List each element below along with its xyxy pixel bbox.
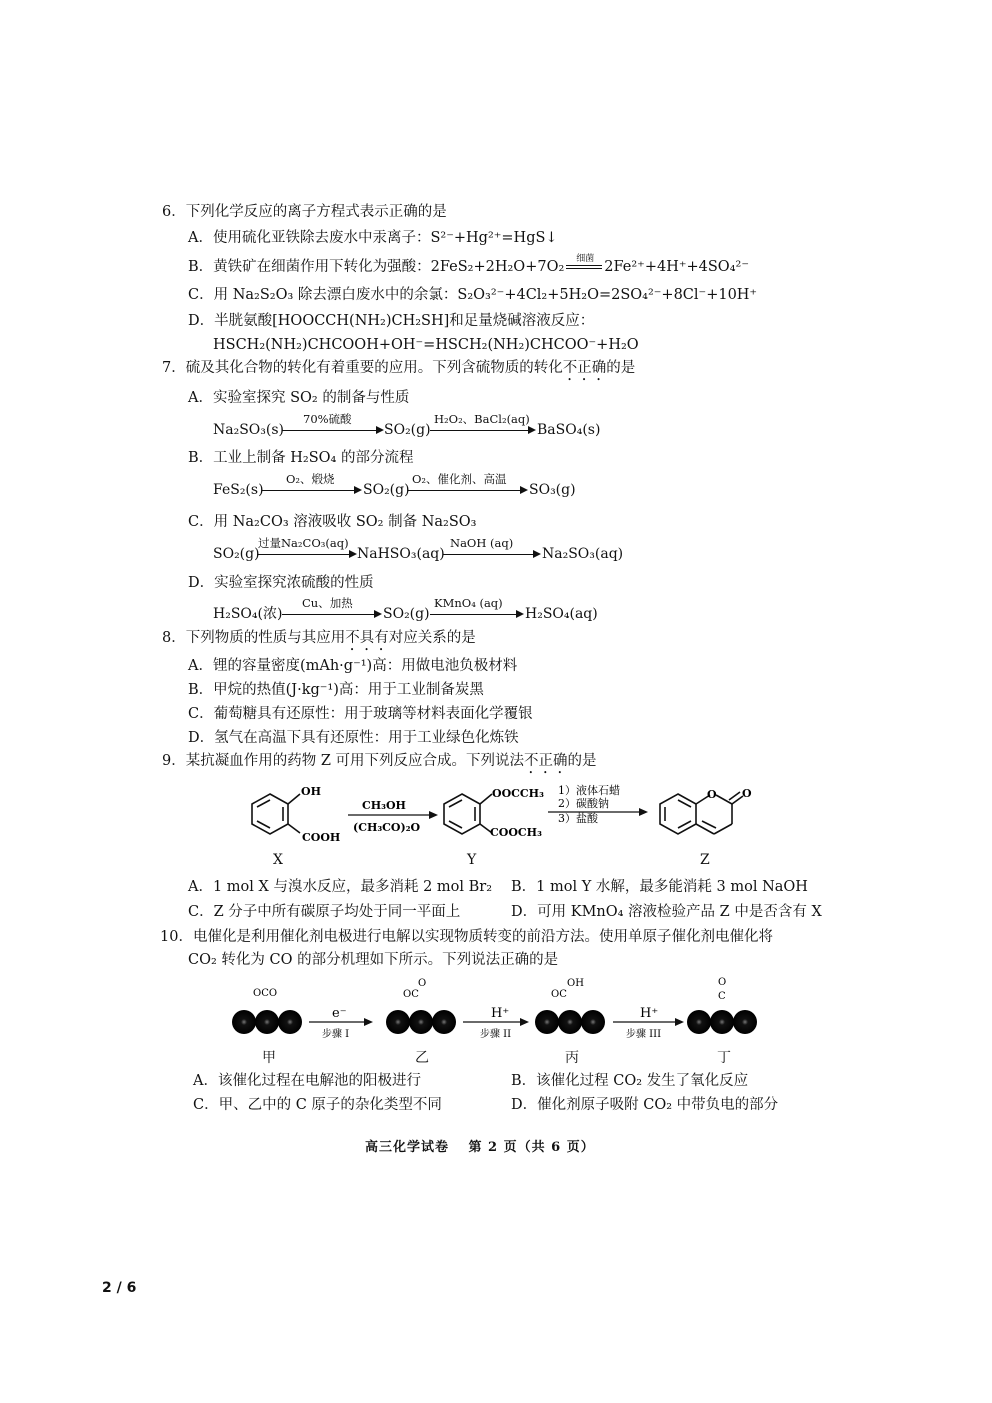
- y-ococh3-label: OOCCH₃: [492, 787, 544, 800]
- z-ring-o-label: O: [707, 788, 717, 801]
- molecule-y: [444, 794, 492, 834]
- q10-label-jia: 甲: [262, 1050, 276, 1066]
- q7-a-product: BaSO₄(s): [537, 422, 601, 438]
- q7-d-arrow1: [282, 614, 380, 615]
- q7-b-cond2: O₂、催化剂、高温: [412, 472, 507, 486]
- z-carbonyl-o-label: O: [742, 787, 752, 800]
- q6-option-c: C．用 Na₂S₂O₃ 除去漂白废水中的余氯：S₂O₃²⁻+4Cl₂+5H₂O=2SO₄²⁻+8Cl⁻+10H⁺: [188, 287, 758, 303]
- q7-d-cond1: Cu、加热: [302, 596, 353, 610]
- q8-option-c: C．葡萄糖具有还原性：用于玻璃等材料表面化学覆银: [188, 706, 533, 722]
- q7-d-intermediate: SO₂(g): [383, 606, 430, 622]
- q7-c-product: Na₂SO₃(aq): [542, 546, 624, 562]
- q7-a-cond1: 70%硫酸: [303, 412, 352, 426]
- proton-label-2: H⁺: [640, 1006, 659, 1021]
- q10-label-ding: 丁: [717, 1050, 731, 1066]
- q10-label-bing: 丙: [565, 1050, 579, 1066]
- catalyst-state-ding: [687, 977, 757, 1034]
- q6-option-b: [188, 254, 749, 277]
- q6-b-rhs: 2Fe²⁺+4H⁺+4SO₄²⁻: [604, 259, 749, 275]
- q7-c-cond1: 过量Na₂CO₃(aq): [258, 536, 349, 550]
- q7-b-intermediate: SO₂(g): [363, 482, 410, 498]
- q9-stem: 9．某抗凝血作用的药物 Z 可用下列反应合成。下列说法不正确的是: [162, 753, 597, 769]
- q7-c-arrow1: [257, 554, 355, 555]
- q6-option-d: D．半胱氨酸[HOOCCH(NH₂)CH₂SH]和足量烧碱溶液反应：: [188, 313, 595, 329]
- q8-stem: 8．下列物质的性质与其应用不具有对应关系的是: [162, 630, 476, 646]
- ding-o: O: [718, 977, 727, 988]
- q7-a-cond2: H₂O₂、BaCl₂(aq): [434, 412, 530, 426]
- q7-option-a-title: A．实验室探究 SO₂ 的制备与性质: [188, 390, 410, 406]
- r2-step3: 3）盐酸: [558, 812, 598, 825]
- q7-option-d-title: D．实验室探究浓硫酸的性质: [188, 575, 374, 591]
- q8-option-a: A．锂的容量密度(mAh·g⁻¹)高：用做电池负极材料: [188, 658, 518, 674]
- q6-option-d-equation: HSCH₂(NH₂)CHCOOH+OH⁻=HSCH₂(NH₂)CHCOO⁻+H₂O: [213, 337, 639, 353]
- q7-d-cond2: KMnO₄ (aq): [434, 596, 503, 610]
- q7-c-cond2: NaOH (aq): [450, 536, 514, 550]
- step-2-label: 步骤 II: [480, 1029, 512, 1040]
- r1-top: CH₃OH: [362, 799, 406, 812]
- catalyst-state-jia: [232, 988, 302, 1034]
- proton-label-1: H⁺: [491, 1006, 510, 1021]
- q9-option-c: C．Z 分子中所有碳原子均处于同一平面上: [188, 904, 461, 920]
- q7-a-arrow1: [282, 430, 382, 431]
- q10-stem-line1: 10．电催化是利用催化剂电极进行电解以实现物质转变的前沿方法。使用单原子催化剂电催化将: [160, 929, 773, 945]
- page-footer: 高三化学试卷 第 2 页（共 6 页）: [365, 1140, 595, 1155]
- q7-emphasis: 不正确: [562, 360, 607, 376]
- q8-option-d: D．氢气在高温下具有还原性：用于工业绿色化炼铁: [188, 730, 519, 746]
- q7-d-arrow2: [430, 614, 522, 615]
- q6-b-condition-equals: [564, 254, 604, 273]
- q7-c-intermediate: NaHSO₃(aq): [357, 546, 445, 562]
- q7-b-arrow2: [408, 490, 526, 491]
- yi-o: O: [418, 978, 427, 989]
- q7-stem: 7．硫及其化合物的转化有着重要的应用。下列含硫物质的转化不正确的是: [162, 360, 636, 376]
- q9-reaction-scheme: [240, 778, 780, 876]
- page-indicator: 2 / 6: [102, 1280, 137, 1296]
- x-oh-label: OH: [301, 785, 321, 798]
- q10-option-d: D．催化剂原子吸附 CO₂ 中带负电的部分: [511, 1097, 779, 1113]
- electron-label: e⁻: [332, 1006, 347, 1021]
- ding-c: C: [718, 991, 726, 1002]
- q9-option-b: B．1 mol Y 水解，最多能消耗 3 mol NaOH: [511, 879, 808, 895]
- y-cooch3-label: COOCH₃: [490, 826, 542, 839]
- bing-oc: OC: [551, 989, 567, 1000]
- q6-option-a: A．使用硫化亚铁除去废水中汞离子：S²⁻+Hg²⁺=HgS↓: [188, 230, 558, 246]
- q9-label-z: Z: [700, 852, 710, 868]
- q7-a-arrow2: [430, 430, 534, 431]
- q7-option-c-title: C．用 Na₂CO₃ 溶液吸收 SO₂ 制备 Na₂SO₃: [188, 514, 477, 530]
- q8-emphasis: 不具有: [345, 630, 389, 646]
- q10-option-c: C．甲、乙中的 C 原子的杂化类型不同: [193, 1097, 442, 1113]
- q7-c-arrow2: [443, 554, 539, 555]
- q9-emphasis: 不正确: [524, 753, 568, 769]
- co2-adsorbate: OCO: [253, 988, 278, 999]
- x-cooh-label: COOH: [302, 831, 341, 844]
- q10-option-b: B．该催化过程 CO₂ 发生了氧化反应: [511, 1073, 749, 1089]
- q7-d-reactant: H₂SO₄(浓): [213, 606, 283, 622]
- q9-option-d: D．可用 KMnO₄ 溶液检验产品 Z 中是否含有 X: [511, 904, 822, 920]
- step-1-label: 步骤 I: [322, 1029, 350, 1040]
- q7-b-cond1: O₂、煅烧: [286, 472, 335, 486]
- q6-b-condition: 细菌: [576, 254, 595, 264]
- q8-option-b: B．甲烷的热值(J·kg⁻¹)高：用于工业制备炭黑: [188, 682, 484, 698]
- q7-a-reactant: Na₂SO₃(s): [213, 422, 284, 438]
- q7-b-product: SO₃(g): [529, 482, 576, 498]
- q10-mechanism-diagram: [225, 972, 765, 1042]
- q6-b-lhs: B．黄铁矿在细菌作用下转化为强酸：2FeS₂+2H₂O+7O₂: [188, 259, 565, 275]
- q10-stem-line2: CO₂ 转化为 CO 的部分机理如下所示。下列说法正确的是: [188, 952, 559, 968]
- molecule-z: [660, 792, 743, 834]
- molecule-x: [252, 794, 300, 834]
- q7-b-arrow1: [262, 490, 360, 491]
- bing-oh: OH: [567, 978, 584, 989]
- r2-step1: 1）液体石蜡: [558, 784, 620, 797]
- q9-label-x: X: [273, 852, 283, 868]
- q7-option-b-title: B．工业上制备 H₂SO₄ 的部分流程: [188, 450, 414, 466]
- r1-bottom: (CH₃CO)₂O: [353, 821, 421, 834]
- q10-option-a: A．该催化过程在电解池的阳极进行: [193, 1073, 421, 1089]
- q7-b-reactant: FeS₂(s): [213, 482, 264, 498]
- r2-step2: 2）碳酸钠: [558, 797, 609, 810]
- q7-a-intermediate: SO₂(g): [384, 422, 431, 438]
- q10-label-yi: 乙: [415, 1050, 429, 1066]
- q9-option-a: A．1 mol X 与溴水反应，最多消耗 2 mol Br₂: [188, 879, 493, 895]
- q6-stem: 6．下列化学反应的离子方程式表示正确的是: [162, 204, 447, 220]
- catalyst-state-bing: [535, 978, 605, 1034]
- q9-label-y: Y: [467, 852, 477, 868]
- catalyst-state-yi: [386, 978, 456, 1034]
- yi-oc: OC: [403, 989, 419, 1000]
- step-3-label: 步骤 III: [626, 1029, 662, 1040]
- q7-d-product: H₂SO₄(aq): [525, 606, 598, 622]
- q7-c-reactant: SO₂(g): [213, 546, 260, 562]
